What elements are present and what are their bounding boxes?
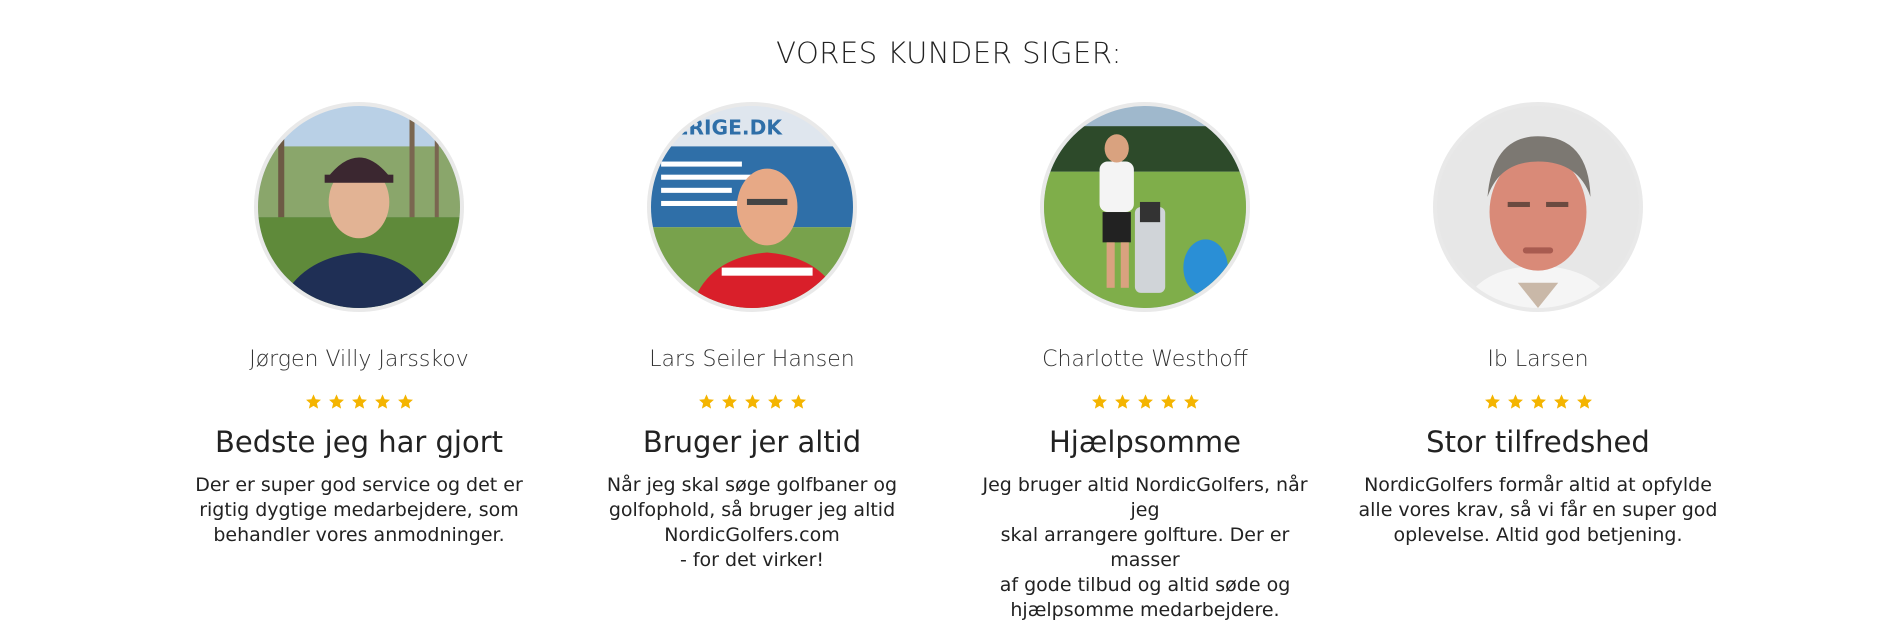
star-icon [744, 393, 761, 410]
text-line: skal arrangere golfture. Der er masser [1000, 524, 1290, 571]
testimonial-title: Stor tilfredshed [1426, 425, 1650, 459]
star-icon [1530, 393, 1547, 410]
text-line: behandler vores anmodninger. [213, 524, 505, 546]
avatar [647, 102, 857, 312]
testimonial-text [572, 473, 932, 573]
testimonial-card [945, 102, 1345, 623]
star-rating [159, 393, 559, 413]
star-icon [397, 393, 414, 410]
text-line: NordicGolfers.com [664, 524, 840, 546]
testimonial-card [159, 102, 559, 548]
text-line: Jeg bruger altid NordicGolfers, når jeg [982, 474, 1308, 521]
star-rating [552, 393, 952, 413]
text-line: - for det virker! [679, 549, 825, 571]
star-icon [721, 393, 738, 410]
star-icon [1183, 393, 1200, 410]
section-heading: VORES KUNDER SIGER: [776, 36, 1122, 70]
text-line: Der er super god service og det er [195, 474, 523, 496]
text-line: alle vores krav, så vi får en super god [1358, 499, 1718, 521]
star-icon [1091, 393, 1108, 410]
testimonial-text [965, 473, 1325, 623]
text-line: oplevelse. Altid god betjening. [1393, 524, 1683, 546]
testimonial-text [179, 473, 539, 548]
customer-photo [258, 106, 460, 308]
avatar [1040, 102, 1250, 312]
customer-name: Lars Seiler Hansen [649, 347, 855, 372]
text-line: golfophold, så bruger jeg altid [608, 499, 896, 521]
star-icon [351, 393, 368, 410]
customer-photo [1044, 106, 1246, 308]
testimonial-text [1358, 473, 1718, 548]
testimonial-card [552, 102, 952, 573]
star-icon [1484, 393, 1501, 410]
star-icon [1576, 393, 1593, 410]
star-icon [1160, 393, 1177, 410]
avatar [254, 102, 464, 312]
star-icon [698, 393, 715, 410]
avatar [1433, 102, 1643, 312]
testimonial-title: Bedste jeg har gjort [214, 425, 503, 459]
star-icon [328, 393, 345, 410]
star-rating [945, 393, 1345, 413]
star-icon [767, 393, 784, 410]
text-line: NordicGolfers formår altid at opfylde [1364, 474, 1712, 496]
customer-name: Charlotte Westhoff [1042, 347, 1248, 372]
star-icon [1114, 393, 1131, 410]
testimonial-card [1338, 102, 1738, 548]
customer-name: Jørgen Villy Jarsskov [249, 347, 469, 372]
photo-sign-text: VERIGE.DK [659, 115, 782, 140]
text-line: rigtig dygtige medarbejdere, som [199, 499, 519, 521]
customer-photo [1437, 106, 1639, 308]
star-icon [1137, 393, 1154, 410]
testimonial-title: Hjælpsomme [1049, 425, 1241, 459]
star-icon [305, 393, 322, 410]
star-rating [1338, 393, 1738, 413]
star-icon [790, 393, 807, 410]
star-icon [1507, 393, 1524, 410]
testimonial-title: Bruger jer altid [642, 425, 862, 459]
customer-name: Ib Larsen [1487, 347, 1589, 372]
star-icon [374, 393, 391, 410]
star-icon [1553, 393, 1570, 410]
text-line: Når jeg skal søge golfbaner og [606, 474, 898, 496]
text-line: af gode tilbud og altid søde og [999, 574, 1291, 596]
text-line: hjælpsomme medarbejdere. [1010, 599, 1280, 621]
customer-photo [651, 106, 853, 308]
